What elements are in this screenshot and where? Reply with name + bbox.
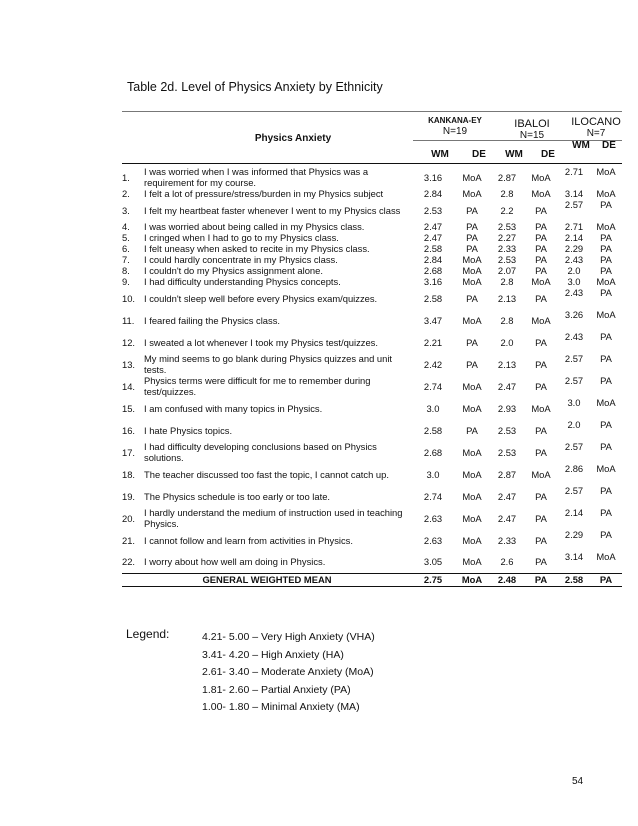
- cell-b-wm: 2.6: [500, 556, 514, 568]
- cell-b-de: MoA: [531, 468, 551, 480]
- total-i-wm: 2.58: [558, 573, 590, 586]
- total-row: [122, 573, 622, 586]
- cell-k-wm: 2.68: [423, 265, 443, 276]
- cell-i-wm: 3.14: [564, 188, 584, 199]
- cell-b-wm: 2.53: [497, 424, 517, 436]
- cell-k-de: MoA: [462, 380, 482, 392]
- item-number: 8.: [122, 265, 130, 276]
- wm-header-kankanaey: WM: [431, 149, 449, 160]
- item-number: 1.: [122, 171, 130, 183]
- item-statement: I am confused with many topics in Physics.: [144, 402, 323, 414]
- item-statement: I couldn't do my Physics assignment alone.: [144, 265, 323, 276]
- cell-i-de: MoA: [596, 397, 616, 408]
- cell-b-wm: 2.8: [500, 276, 514, 287]
- cell-i-de: MoA: [596, 276, 616, 287]
- cell-i-wm: 3.26: [564, 309, 584, 320]
- table-row: [122, 463, 622, 485]
- cell-i-de: PA: [600, 232, 612, 243]
- item-number: 12.: [122, 336, 136, 348]
- total-i-de: PA: [590, 573, 622, 586]
- group-name-ilocano: ILOCANO: [571, 116, 621, 128]
- cell-b-de: PA: [535, 232, 547, 243]
- table-row: [122, 419, 622, 441]
- cell-b-wm: 2.47: [497, 512, 517, 524]
- cell-k-de: MoA: [462, 512, 482, 524]
- header-top-rule: [122, 111, 622, 112]
- cell-k-wm: 3.16: [423, 171, 443, 183]
- cell-i-de: PA: [600, 375, 612, 386]
- cell-b-wm: 2.33: [497, 534, 517, 546]
- cell-i-de: PA: [600, 243, 612, 254]
- cell-b-wm: 2.8: [500, 188, 514, 199]
- cell-i-wm: 2.14: [564, 507, 584, 518]
- cell-b-wm: 2.13: [497, 358, 517, 370]
- cell-i-de: MoA: [596, 221, 616, 232]
- cell-b-wm: 2.27: [497, 232, 517, 243]
- cell-k-wm: 2.84: [423, 188, 443, 199]
- cell-b-de: PA: [535, 424, 547, 436]
- total-b-de: PA: [524, 573, 558, 586]
- item-statement: I hate Physics topics.: [144, 424, 233, 436]
- cell-k-de: MoA: [462, 556, 482, 568]
- cell-b-wm: 2.2: [500, 204, 514, 216]
- table-row: [122, 507, 622, 529]
- cell-i-wm: 2.57: [564, 199, 584, 210]
- table-row: [122, 243, 622, 254]
- group-name-kankanaey: KANKANA-EY: [428, 116, 482, 125]
- item-number: 9.: [122, 276, 130, 287]
- cell-i-de: PA: [600, 353, 612, 364]
- cell-i-wm: 2.71: [564, 166, 584, 177]
- cell-k-wm: 2.74: [423, 380, 443, 392]
- table-row: [122, 265, 622, 276]
- item-number: 6.: [122, 243, 130, 254]
- cell-b-de: MoA: [531, 171, 551, 183]
- cell-k-de: MoA: [462, 534, 482, 546]
- cell-k-de: MoA: [462, 265, 482, 276]
- table-row: [122, 166, 622, 188]
- item-statement: I sweated a lot whenever I took my Physics test/quizzes.: [144, 336, 378, 348]
- item-statement: I had difficulty understanding Physics concepts.: [144, 276, 341, 287]
- cell-b-de: PA: [535, 556, 547, 568]
- group-n-kankanaey: N=19: [442, 126, 468, 137]
- item-number: 20.: [122, 512, 136, 524]
- legend-list: [202, 629, 375, 717]
- cell-b-de: PA: [535, 292, 547, 304]
- cell-k-de: PA: [466, 336, 478, 348]
- total-k-wm: 2.75: [412, 573, 454, 586]
- cell-i-wm: 2.57: [564, 441, 584, 452]
- table-row: [122, 551, 622, 573]
- total-label: GENERAL WEIGHTED MEAN: [122, 573, 412, 586]
- item-statement: I was worried about being called in my Physics class.: [144, 221, 365, 232]
- cell-i-wm: 2.29: [564, 243, 584, 254]
- item-statement: I felt a lot of pressure/stress/burden in my Physics subject: [144, 188, 384, 199]
- cell-b-de: PA: [535, 490, 547, 502]
- anxiety-table: [122, 166, 622, 587]
- wm-header-ibaloi: WM: [505, 149, 523, 160]
- cell-b-de: PA: [535, 358, 547, 370]
- cell-b-wm: 2.87: [497, 171, 517, 183]
- item-number: 2.: [122, 188, 130, 199]
- table-row: [122, 276, 622, 287]
- total-b-wm: 2.48: [490, 573, 524, 586]
- cell-b-de: PA: [535, 243, 547, 254]
- cell-i-de: PA: [600, 529, 612, 540]
- cell-b-wm: 2.53: [497, 254, 517, 265]
- cell-b-de: PA: [535, 254, 547, 265]
- cell-i-de: MoA: [596, 463, 616, 474]
- cell-k-de: PA: [466, 424, 478, 436]
- legend-item: 4.21- 5.00 – Very High Anxiety (VHA): [202, 631, 375, 643]
- cell-b-de: PA: [535, 446, 547, 458]
- cell-i-wm: 3.0: [567, 276, 581, 287]
- cell-k-wm: 2.47: [423, 221, 443, 232]
- cell-k-de: MoA: [462, 188, 482, 199]
- cell-i-wm: 2.43: [564, 254, 584, 265]
- item-number: 13.: [122, 358, 136, 370]
- cell-k-wm: 2.42: [423, 358, 443, 370]
- cell-b-wm: 2.47: [497, 490, 517, 502]
- cell-b-wm: 2.53: [497, 446, 517, 458]
- cell-k-wm: 3.0: [426, 402, 440, 414]
- item-number: 22.: [122, 556, 136, 568]
- cell-k-wm: 2.58: [423, 424, 443, 436]
- cell-k-wm: 3.47: [423, 314, 443, 326]
- item-number: 11.: [122, 314, 135, 326]
- cell-i-de: MoA: [596, 166, 616, 177]
- cell-i-wm: 3.14: [564, 551, 584, 562]
- table-row: [122, 221, 622, 232]
- cell-k-wm: 2.58: [423, 292, 443, 304]
- cell-b-wm: 2.53: [497, 221, 517, 232]
- table-row: [122, 485, 622, 507]
- cell-k-de: PA: [466, 292, 478, 304]
- cell-b-de: PA: [535, 336, 547, 348]
- cell-i-wm: 2.86: [564, 463, 584, 474]
- item-statement: I worry about how well am doing in Physics.: [144, 556, 326, 568]
- cell-k-de: PA: [466, 243, 478, 254]
- cell-i-wm: 3.0: [567, 397, 581, 408]
- cell-b-de: PA: [535, 534, 547, 546]
- item-statement: I had difficulty developing conclusions based on Physics solutions.: [144, 441, 377, 463]
- legend-item: 3.41- 4.20 – High Anxiety (HA): [202, 648, 344, 661]
- de-header-ibaloi: DE: [541, 149, 555, 160]
- cell-i-de: PA: [600, 441, 612, 452]
- cell-i-wm: 2.29: [564, 529, 584, 540]
- cell-k-wm: 3.0: [426, 468, 440, 480]
- cell-k-wm: 2.53: [423, 204, 443, 216]
- cell-i-de: PA: [600, 485, 612, 496]
- cell-k-wm: 2.47: [423, 232, 443, 243]
- cell-i-de: PA: [600, 265, 612, 276]
- item-number: 21.: [122, 534, 136, 546]
- total-k-de: MoA: [454, 573, 490, 586]
- cell-k-wm: 3.05: [423, 556, 443, 568]
- table-row: [122, 287, 622, 309]
- item-number: 7.: [122, 254, 130, 265]
- cell-k-wm: 3.16: [423, 276, 443, 287]
- item-statement: The Physics schedule is too early or too late.: [144, 490, 331, 502]
- item-statement: I felt uneasy when asked to recite in my Physics class.: [144, 243, 370, 254]
- cell-i-de: MoA: [596, 188, 616, 199]
- column-label: Physics Anxiety: [254, 133, 332, 144]
- item-number: 10.: [122, 292, 136, 304]
- cell-k-wm: 2.21: [423, 336, 443, 348]
- item-statement: I cannot follow and learn from activities in Physics.: [144, 534, 353, 546]
- cell-k-wm: 2.68: [423, 446, 443, 458]
- legend-item: 2.61- 3.40 – Moderate Anxiety (MoA): [202, 666, 374, 678]
- group-n-ilocano: N=7: [586, 128, 606, 139]
- item-statement: I couldn't sleep well before every Physics exam/quizzes.: [144, 292, 378, 304]
- item-statement: I feared failing the Physics class.: [144, 314, 281, 326]
- cell-i-wm: 2.71: [564, 221, 584, 232]
- table-row: [122, 397, 622, 419]
- cell-k-de: MoA: [462, 490, 482, 502]
- table-row: [122, 375, 622, 397]
- de-header-kankanaey: DE: [472, 149, 486, 160]
- de-header-ilocano: DE: [602, 140, 616, 151]
- cell-k-wm: 2.63: [423, 512, 443, 524]
- cell-k-de: MoA: [462, 276, 482, 287]
- table-row: [122, 441, 622, 463]
- table-row: [122, 188, 622, 199]
- cell-b-wm: 2.0: [500, 336, 514, 348]
- cell-i-wm: 2.43: [564, 331, 584, 342]
- table-title: Table 2d. Level of Physics Anxiety by Ethnicity: [127, 80, 383, 94]
- cell-k-de: MoA: [462, 468, 482, 480]
- cell-k-de: PA: [466, 221, 478, 232]
- cell-b-de: MoA: [531, 402, 551, 414]
- cell-k-de: MoA: [462, 254, 482, 265]
- item-number: 3.: [122, 204, 130, 216]
- item-number: 17.: [122, 446, 136, 458]
- cell-b-wm: 2.47: [497, 380, 517, 392]
- cell-i-de: PA: [600, 254, 612, 265]
- cell-b-de: MoA: [531, 314, 551, 326]
- cell-b-de: PA: [535, 265, 547, 276]
- cell-i-de: PA: [600, 507, 612, 518]
- cell-k-de: PA: [466, 204, 478, 216]
- cell-i-wm: 2.57: [564, 353, 584, 364]
- cell-k-de: PA: [466, 358, 478, 370]
- cell-b-de: MoA: [531, 188, 551, 199]
- cell-k-de: PA: [466, 232, 478, 243]
- legend-label: Legend:: [126, 627, 170, 641]
- header-bottom-rule: [122, 163, 622, 164]
- cell-i-wm: 2.0: [567, 265, 581, 276]
- cell-k-de: MoA: [462, 171, 482, 183]
- cell-b-wm: 2.87: [497, 468, 517, 480]
- item-number: 19.: [122, 490, 136, 502]
- item-statement: I cringed when I had to go to my Physics class.: [144, 232, 339, 243]
- cell-b-wm: 2.07: [497, 265, 517, 276]
- cell-k-wm: 2.58: [423, 243, 443, 254]
- cell-k-de: MoA: [462, 446, 482, 458]
- cell-b-wm: 2.13: [497, 292, 517, 304]
- item-statement: I felt my heartbeat faster whenever I went to my Physics class: [144, 204, 401, 216]
- wm-header-ilocano: WM: [572, 140, 590, 151]
- cell-b-de: PA: [535, 380, 547, 392]
- cell-i-de: MoA: [596, 309, 616, 320]
- page-number: 54: [572, 776, 584, 787]
- cell-i-wm: 2.57: [564, 485, 584, 496]
- item-statement: I was worried when I was informed that Physics was a requirement for my course.: [144, 166, 369, 188]
- cell-b-de: PA: [535, 512, 547, 524]
- cell-i-wm: 2.0: [567, 419, 581, 430]
- legend-item: 1.00- 1.80 – Minimal Anxiety (MA): [202, 701, 360, 713]
- item-number: 14.: [122, 380, 136, 392]
- item-number: 15.: [122, 402, 136, 414]
- item-number: 5.: [122, 232, 130, 243]
- cell-i-de: PA: [600, 419, 612, 430]
- item-statement: Physics terms were difficult for me to remember during test/quizzes.: [144, 375, 371, 397]
- cell-i-de: MoA: [596, 551, 616, 562]
- item-statement: My mind seems to go blank during Physics quizzes and unit tests.: [144, 353, 393, 375]
- table-row: [122, 309, 622, 331]
- cell-i-de: PA: [600, 287, 612, 298]
- cell-b-wm: 2.8: [500, 314, 514, 326]
- table-row: [122, 331, 622, 353]
- item-statement: I could hardly concentrate in my Physics class.: [144, 254, 338, 265]
- cell-i-wm: 2.43: [564, 287, 584, 298]
- cell-b-de: MoA: [531, 276, 551, 287]
- table-row: [122, 232, 622, 243]
- cell-b-wm: 2.93: [497, 402, 517, 414]
- group-name-ibaloi: IBALOI: [514, 118, 550, 130]
- item-number: 18.: [122, 468, 136, 480]
- cell-k-wm: 2.63: [423, 534, 443, 546]
- group-n-ibaloi: N=15: [519, 130, 545, 141]
- cell-k-wm: 2.74: [423, 490, 443, 502]
- item-statement: I hardly understand the medium of instruction used in teaching Physics.: [144, 507, 403, 529]
- cell-i-de: PA: [600, 199, 612, 210]
- item-number: 4.: [122, 221, 130, 232]
- cell-b-wm: 2.33: [497, 243, 517, 254]
- cell-b-de: PA: [535, 204, 547, 216]
- cell-i-de: PA: [600, 331, 612, 342]
- cell-k-wm: 2.84: [423, 254, 443, 265]
- item-statement: The teacher discussed too fast the topic, I cannot catch up.: [144, 468, 389, 480]
- cell-i-wm: 2.14: [564, 232, 584, 243]
- table-row: [122, 199, 622, 221]
- cell-k-de: MoA: [462, 402, 482, 414]
- table-row: [122, 529, 622, 551]
- table-row: [122, 353, 622, 375]
- legend-item: 1.81- 2.60 – Partial Anxiety (PA): [202, 683, 351, 696]
- cell-k-de: MoA: [462, 314, 482, 326]
- cell-b-de: PA: [535, 221, 547, 232]
- cell-i-wm: 2.57: [564, 375, 584, 386]
- table-row: [122, 254, 622, 265]
- item-number: 16.: [122, 424, 136, 436]
